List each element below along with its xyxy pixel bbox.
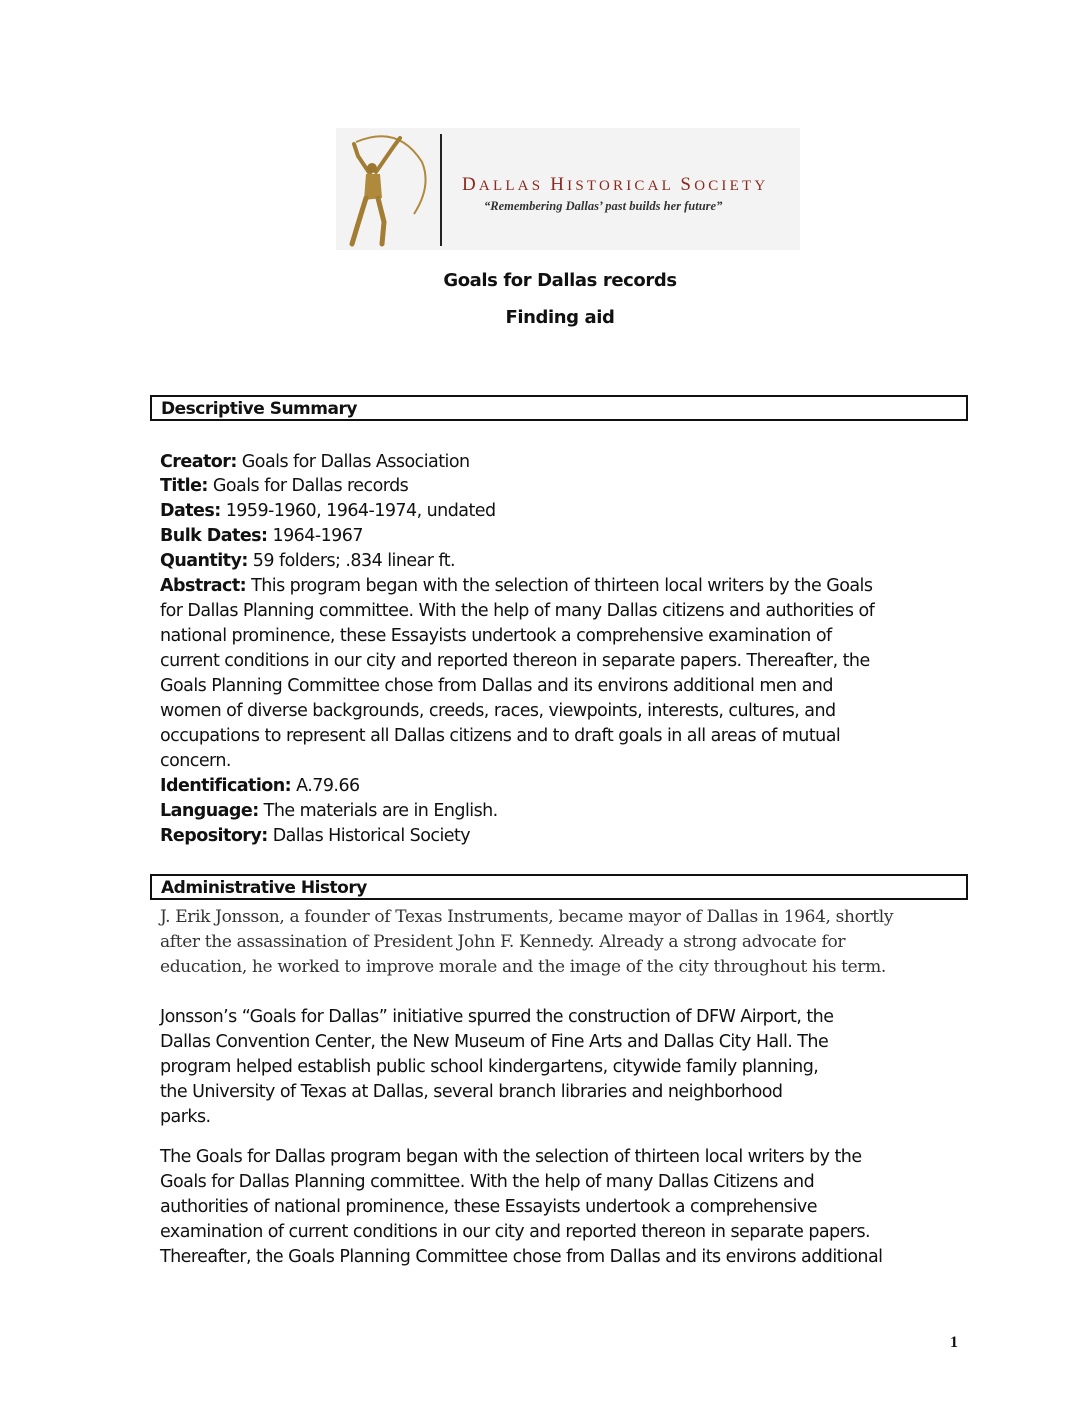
history-paragraph-1-line: education, he worked to improve morale and the image of the city throughout his term.: [160, 957, 886, 977]
field-value: 1959-1960, 1964-1974, undated: [220, 501, 496, 521]
org-word: ALLAS: [478, 178, 544, 194]
repository-row: [160, 824, 470, 848]
abstract-text-line: for Dallas Planning committee. With the help of many Dallas citizens and authorities of: [160, 601, 875, 621]
history-paragraph-2-line: the University of Texas at Dallas, several branch libraries and neighborhood: [160, 1082, 783, 1102]
abstract-text-line: current conditions in our city and reported thereon in separate papers. Thereafter, the: [160, 651, 870, 671]
org-letter: H: [550, 174, 568, 195]
abstract-row: [160, 574, 872, 598]
history-paragraph-2-line: program helped establish public school kindergartens, citywide family planning,: [160, 1057, 819, 1077]
abstract-text-line: occupations to represent all Dallas citizens and to draft goals in all areas of mutual: [160, 726, 841, 746]
history-paragraph-1-line: after the assassination of President John F. Kennedy. Already a strong advocate for: [160, 932, 846, 952]
field-value: The materials are in English.: [258, 801, 498, 821]
field-value: Dallas Historical Society: [267, 826, 471, 846]
administrative-history-header: [150, 874, 968, 900]
history-paragraph-2-line: parks.: [160, 1107, 211, 1127]
section-heading: Administrative History: [161, 878, 367, 898]
bulk-dates-row: [160, 524, 363, 548]
field-value: Goals for Dallas records: [207, 476, 409, 496]
organization-name: [462, 174, 802, 196]
history-paragraph-3-line: authorities of national prominence, these Essayists undertook a comprehensive: [160, 1197, 817, 1217]
document-title: Goals for Dallas records: [443, 270, 677, 291]
org-letter: D: [462, 174, 479, 195]
field-label: Creator:: [160, 452, 237, 472]
history-paragraph-3-line: Goals for Dallas Planning committee. With the help of many Dallas Citizens and: [160, 1172, 815, 1192]
field-label: Dates:: [160, 501, 221, 521]
abstract-text-line: This program began with the selection of thirteen local writers by the Goals: [246, 576, 873, 596]
quantity-row: [160, 549, 455, 573]
field-value: 1964-1967: [267, 526, 363, 546]
document-subtitle: Finding aid: [505, 307, 615, 328]
creator-row: [160, 450, 470, 474]
field-label: Identification:: [160, 776, 292, 796]
org-letter: S: [680, 174, 695, 195]
field-label: Language:: [160, 801, 259, 821]
abstract-text-line: concern.: [160, 751, 231, 771]
field-label: Repository:: [160, 826, 268, 846]
history-paragraph-3-line: The Goals for Dallas program began with the selection of thirteen local writers by the: [160, 1147, 862, 1167]
history-paragraph-2-line: Jonsson’s “Goals for Dallas” initiative spurred the construction of DFW Airport, the: [160, 1007, 834, 1027]
logo-tagline: “Remembering Dallas’ past builds her future”: [484, 199, 723, 213]
field-label: Abstract:: [160, 576, 247, 596]
history-paragraph-2-line: Dallas Convention Center, the New Museum of Fine Arts and Dallas City Hall. The: [160, 1032, 829, 1052]
section-heading: Descriptive Summary: [161, 399, 357, 419]
language-row: [160, 799, 498, 823]
archer-statue-icon: [336, 128, 440, 250]
abstract-text-line: national prominence, these Essayists undertook a comprehensive examination of: [160, 626, 832, 646]
field-value: 59 folders; .834 linear ft.: [247, 551, 456, 571]
descriptive-summary-header: [150, 395, 968, 421]
field-label: Quantity:: [160, 551, 248, 571]
title-row: [160, 474, 408, 498]
dates-row: [160, 499, 496, 523]
history-paragraph-3-line: Thereafter, the Goals Planning Committee chose from Dallas and its environs additional: [160, 1247, 883, 1267]
dallas-historical-society-logo: [336, 128, 800, 250]
field-value: A.79.66: [291, 776, 360, 796]
history-paragraph-3-line: examination of current conditions in our city and reported thereon in separate papers.: [160, 1222, 871, 1242]
identification-row: [160, 774, 360, 798]
field-value: Goals for Dallas Association: [236, 452, 470, 472]
org-word: ISTORICAL: [567, 178, 674, 194]
history-paragraph-1-line: J. Erik Jonsson, a founder of Texas Instruments, became mayor of Dallas in 1964, shortly: [160, 907, 894, 927]
org-word: OCIETY: [694, 178, 769, 194]
field-label: Bulk Dates:: [160, 526, 268, 546]
logo-divider: [440, 134, 442, 246]
field-label: Title:: [160, 476, 208, 496]
abstract-text-line: women of diverse backgrounds, creeds, races, viewpoints, interests, cultures, and: [160, 701, 836, 721]
page-number: 1: [950, 1334, 958, 1351]
abstract-text-line: Goals Planning Committee chose from Dallas and its environs additional men and: [160, 676, 833, 696]
